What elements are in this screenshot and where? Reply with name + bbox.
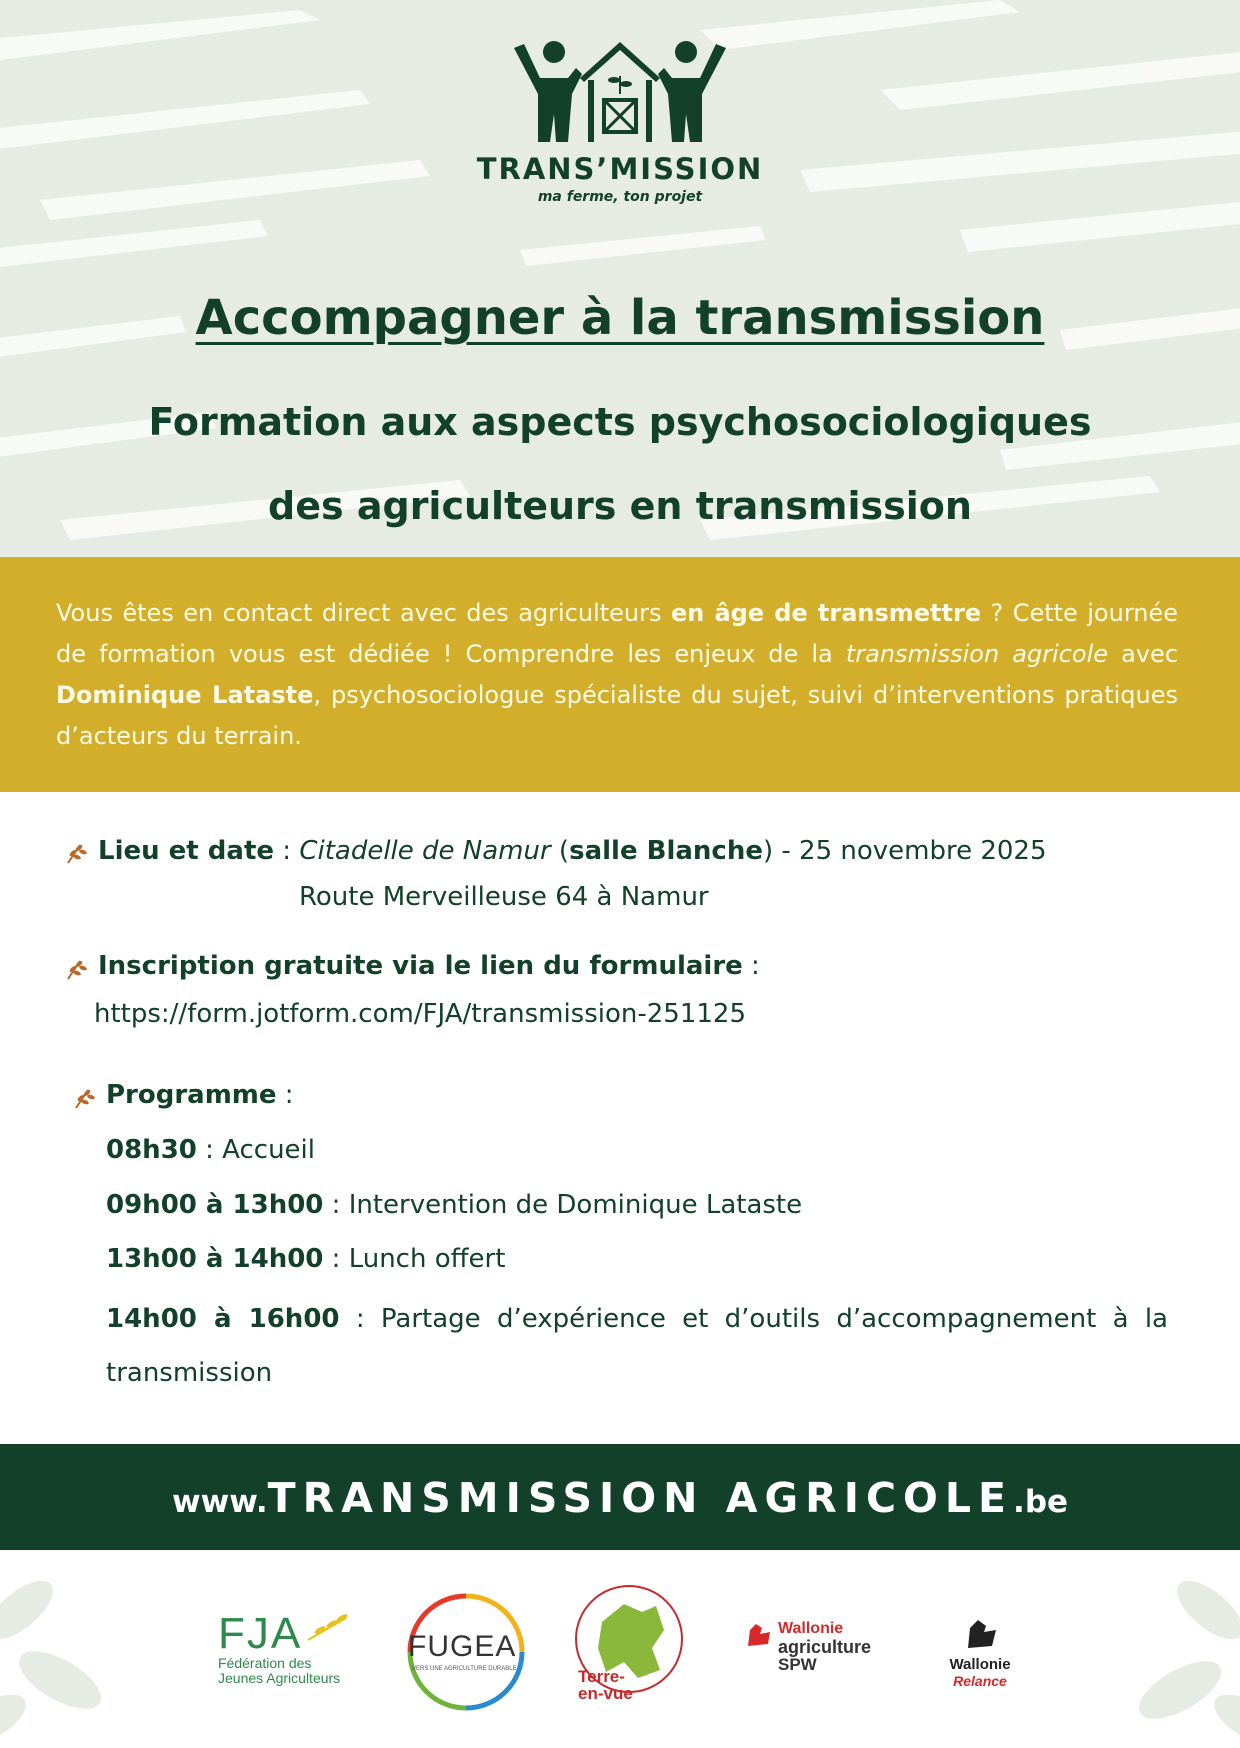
registration-label: Inscription gratuite via le lien du formulaire xyxy=(98,951,743,981)
wallonie-line: Wallonie xyxy=(949,1656,1011,1673)
intro-highlight-age: en âge de transmettre xyxy=(670,599,982,627)
program-time: 08h30 xyxy=(106,1135,197,1165)
page-subtitle xyxy=(0,380,1240,548)
intro-speaker-name: Dominique Lataste xyxy=(56,681,314,709)
separator: : xyxy=(742,951,760,981)
fja-name: FJA xyxy=(218,1609,303,1658)
leaf-bullet-icon xyxy=(72,1084,96,1110)
intro-text: avec xyxy=(1108,640,1179,668)
logo-name: TRANS’MISSION xyxy=(476,152,764,186)
event-date: ) - 25 novembre 2025 xyxy=(762,836,1047,866)
terre-en-vue-name xyxy=(578,1668,633,1702)
intro-text: Vous êtes en contact direct avec des agriculteurs xyxy=(56,599,671,627)
intro-text: , psychosociologue spécialiste du sujet, suivi d’interventions pratiques d’acteurs du terrain. xyxy=(56,681,1178,750)
separator: : xyxy=(276,1080,294,1110)
website-suffix: .be xyxy=(1013,1484,1069,1520)
subtitle-line-1: Formation aux aspects psychosociologiques xyxy=(148,400,1092,444)
partners-footer xyxy=(0,1550,1240,1748)
address: Route Merveilleuse 64 à Namur xyxy=(299,882,709,912)
farm-people-logo-icon xyxy=(510,38,730,148)
program-item xyxy=(106,1292,1168,1400)
wallonie-line: Wallonie xyxy=(778,1620,844,1637)
relance-line: Relance xyxy=(953,1673,1007,1689)
intro-paragraph xyxy=(56,593,1178,757)
header xyxy=(0,0,1240,557)
program-time: 13h00 à 14h00 xyxy=(106,1244,324,1274)
program-desc: : Partage d’expérience et d’outils d’accompagnement à la transmission xyxy=(106,1304,1168,1388)
fja-logo xyxy=(218,1609,358,1686)
room-name: salle Blanche xyxy=(569,836,763,866)
website-link[interactable] xyxy=(0,1474,1240,1522)
agriculture-line: agriculture xyxy=(778,1637,872,1657)
website-banner[interactable] xyxy=(0,1444,1240,1550)
intro-band xyxy=(0,557,1240,792)
terre-line-1: Terre- xyxy=(578,1667,625,1686)
separator: ( xyxy=(550,836,570,866)
page-title: Accompagner à la transmission xyxy=(195,290,1045,346)
fja-sub-line-2: Jeunes Agriculteurs xyxy=(218,1670,341,1686)
location-label: Lieu et date xyxy=(98,836,275,866)
fugea-tagline: VERS UNE AGRICULTURE DURABLE xyxy=(412,1666,517,1672)
program-desc: : Lunch offert xyxy=(323,1244,506,1274)
program-time: 09h00 à 13h00 xyxy=(106,1190,324,1220)
program-item xyxy=(106,1244,505,1274)
spw-line: SPW xyxy=(778,1655,817,1674)
website-prefix: www. xyxy=(171,1484,268,1520)
fja-sub-line-1: Fédération des xyxy=(218,1655,312,1671)
program-desc: : Accueil xyxy=(196,1135,316,1165)
fugea-name: FUGEA xyxy=(408,1630,517,1663)
logo-tagline: ma ferme, ton projet xyxy=(537,189,703,205)
program-heading xyxy=(106,1080,294,1110)
subtitle-line-2: des agriculteurs en transmission xyxy=(268,484,972,528)
intro-italic-transmission: transmission agricole xyxy=(845,640,1109,668)
leaf-bullet-icon xyxy=(64,955,88,981)
rooster-icon xyxy=(960,1616,1000,1652)
terre-en-vue-logo xyxy=(572,1582,686,1712)
location-line xyxy=(98,836,1047,866)
leaf-bullet-icon xyxy=(64,839,88,865)
fugea-logo xyxy=(396,1592,536,1712)
program-desc: : Intervention de Dominique Lataste xyxy=(323,1190,803,1220)
transmission-logo xyxy=(0,38,1240,152)
program-item xyxy=(106,1190,802,1220)
program-item xyxy=(106,1135,315,1165)
separator: : xyxy=(274,836,300,866)
program-label: Programme xyxy=(106,1080,277,1110)
registration-line xyxy=(98,951,760,981)
rooster-icon xyxy=(744,1620,774,1650)
terre-line-2: en-vue xyxy=(578,1684,633,1703)
venue-name: Citadelle de Namur xyxy=(299,836,551,866)
registration-url-link[interactable]: https://form.jotform.com/FJA/transmission-251125 xyxy=(94,999,747,1029)
wallonie-relance-logo xyxy=(940,1616,1020,1689)
website-main: TRANSMISSION AGRICOLE xyxy=(267,1474,1014,1522)
intro-text: ? Cette journée de formation vous est dédiée ! Comprendre les enjeux de la xyxy=(56,599,1179,668)
wheat-icon xyxy=(306,1612,352,1642)
program-time: 14h00 à 16h00 xyxy=(106,1304,340,1334)
